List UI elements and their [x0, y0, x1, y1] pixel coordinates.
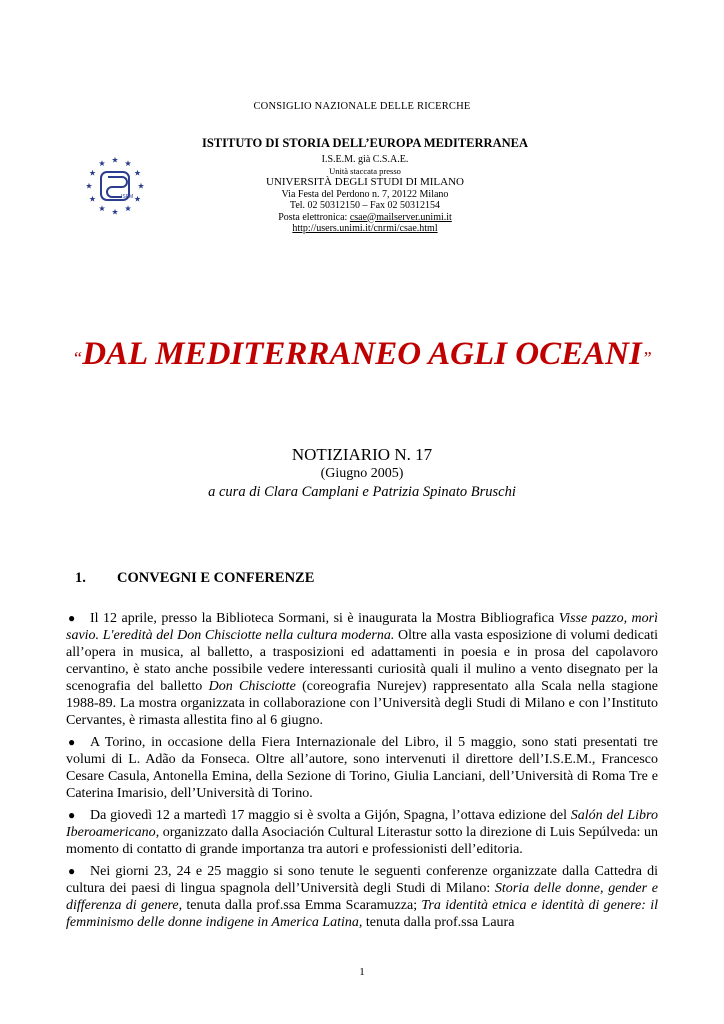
text-span: Il 12 aprile, presso la Biblioteca Sormani, si è inaugurata la Mostra Bibliografica: [90, 611, 559, 626]
isem-line: I.S.E.M. già C.S.A.E.: [321, 154, 409, 165]
star-icon: [89, 170, 95, 176]
star-icon: [125, 160, 131, 166]
unit-line: Unità staccata presso: [329, 165, 401, 176]
section-number: 1.: [75, 570, 86, 586]
star-icon: [134, 196, 140, 202]
paragraph-gijon: [66, 807, 658, 858]
newsletter-editors: a cura di Clara Camplani e Patrizia Spinato Bruschi: [208, 484, 516, 500]
title-open-quote: “: [72, 348, 83, 368]
newsletter-info: [0, 444, 724, 502]
text-span: tenuta dalla prof.ssa Laura: [362, 915, 515, 930]
paragraph-conferenze: [66, 863, 658, 931]
star-icon: [99, 160, 105, 166]
bullet-icon: ●: [68, 864, 76, 878]
text-span: Nei giorni 23, 24 e 25 maggio si sono tenute le seguenti conferenze organizzate dalla Cattedra di cultura dei paesi di lingua spagnola dell’Università degli Studi di Milano:: [66, 864, 658, 896]
cnr-heading: CONSIGLIO NAZIONALE DELLE RICERCHE: [253, 101, 471, 112]
italic-span: Tra identità etnica e identità di genere: il femminismo delle donne indigene in America Latina,: [66, 898, 658, 930]
italic-span: Visse pazzo, morì savio. L'eredità del Don Chisciotte nella cultura moderna.: [66, 611, 658, 643]
main-title: [0, 336, 724, 373]
paragraph-torino: [66, 734, 658, 802]
paragraph-mostra: [66, 610, 658, 729]
star-icon: [86, 183, 92, 189]
title-text: DAL MEDITERRANEO AGLI OCEANI: [82, 336, 642, 372]
text-span: Oltre alla vasta esposizione di volumi dedicati all’opera in musica, al balletto, a trasposizioni ed adattamenti in poesia e in prosa del capolavoro cervantino, è stato anche possibile vedere interessanti curiosità quali il mulino a vento disegnato per la scenografia del balletto: [66, 628, 658, 694]
italic-span: Storia delle donne, gender e differenza di genere,: [66, 881, 658, 913]
page-number: 1: [359, 966, 365, 978]
bullet-icon: ●: [68, 808, 76, 822]
italic-span: Salón del Libro Iberoamericano: [66, 808, 658, 840]
text-span: Da giovedì 12 a martedì 17 maggio si è svolta a Gijón, Spagna, l’ottava edizione del: [90, 808, 571, 823]
website-line: [200, 223, 530, 235]
section-heading: [75, 570, 314, 587]
phone-line: Tel. 02 50312150 – Fax 02 50312154: [289, 200, 441, 211]
star-icon: [125, 205, 131, 211]
body-text: [66, 610, 658, 936]
email-link[interactable]: csae@mailserver.unimi.it: [349, 211, 452, 223]
star-icon: [89, 196, 95, 202]
text-span: A Torino, in occasione della Fiera Internazionale del Libro, il 5 maggio, sono stati presentati tre volumi di L. Adão da Fonseca. Oltre all’autore, sono intervenuti il direttore dell’I.S.E.M., Francesco Cesare Casula, Antonella Emina, della Sezione di Torino, Giulia Lanciani, dell’Università di Roma Tre e Caterina Imarisio, dell’Università di Torino.: [66, 735, 658, 801]
email-line: [200, 212, 530, 224]
website-link[interactable]: http://users.unimi.it/cnrmi/csae.html: [292, 223, 438, 234]
star-icon: [99, 205, 105, 211]
bullet-icon: ●: [68, 611, 76, 625]
star-icon: [138, 183, 144, 189]
bullet-icon: ●: [68, 735, 76, 749]
star-icon: [112, 209, 118, 215]
title-close-quote: ”: [641, 348, 652, 368]
star-icon: [134, 170, 140, 176]
isem-logo: [85, 156, 145, 216]
newsletter-number: NOTIZIARIO N. 17: [291, 445, 433, 464]
logo-text: ISEM: [121, 194, 134, 200]
text-span: tenuta dalla prof.ssa Emma Scaramuzza;: [182, 898, 422, 913]
section-title: CONVEGNI E CONFERENZE: [117, 570, 315, 586]
star-icon: [112, 157, 118, 163]
newsletter-date: (Giugno 2005): [320, 466, 404, 481]
institute-info: [200, 136, 530, 235]
email-label: Posta elettronica:: [278, 211, 350, 223]
university-line: UNIVERSITÀ DEGLI STUDI DI MILANO: [266, 175, 464, 188]
italic-span: Don Chisciotte: [208, 679, 296, 694]
address-line: Via Festa del Perdono n. 7, 20122 Milano: [281, 188, 449, 200]
text-span: , organizzato dalla Asociación Cultural Literastur sotto la direzione di Luis Sepúlveda: un momento di contatto di grande importanza tra autori e professionisti dell’editoria.: [66, 825, 658, 857]
institute-name: ISTITUTO DI STORIA DELL’EUROPA MEDITERRANEA: [201, 136, 528, 150]
text-span: (coreografia Nurejev) rappresentato alla Scala nella stagione 1988-89. La mostra organizzata in collaborazione con l’Università degli Studi di Milano e con l’Instituto Cervantes, è rimasta allestita fino al 6 giugno.: [66, 679, 658, 728]
